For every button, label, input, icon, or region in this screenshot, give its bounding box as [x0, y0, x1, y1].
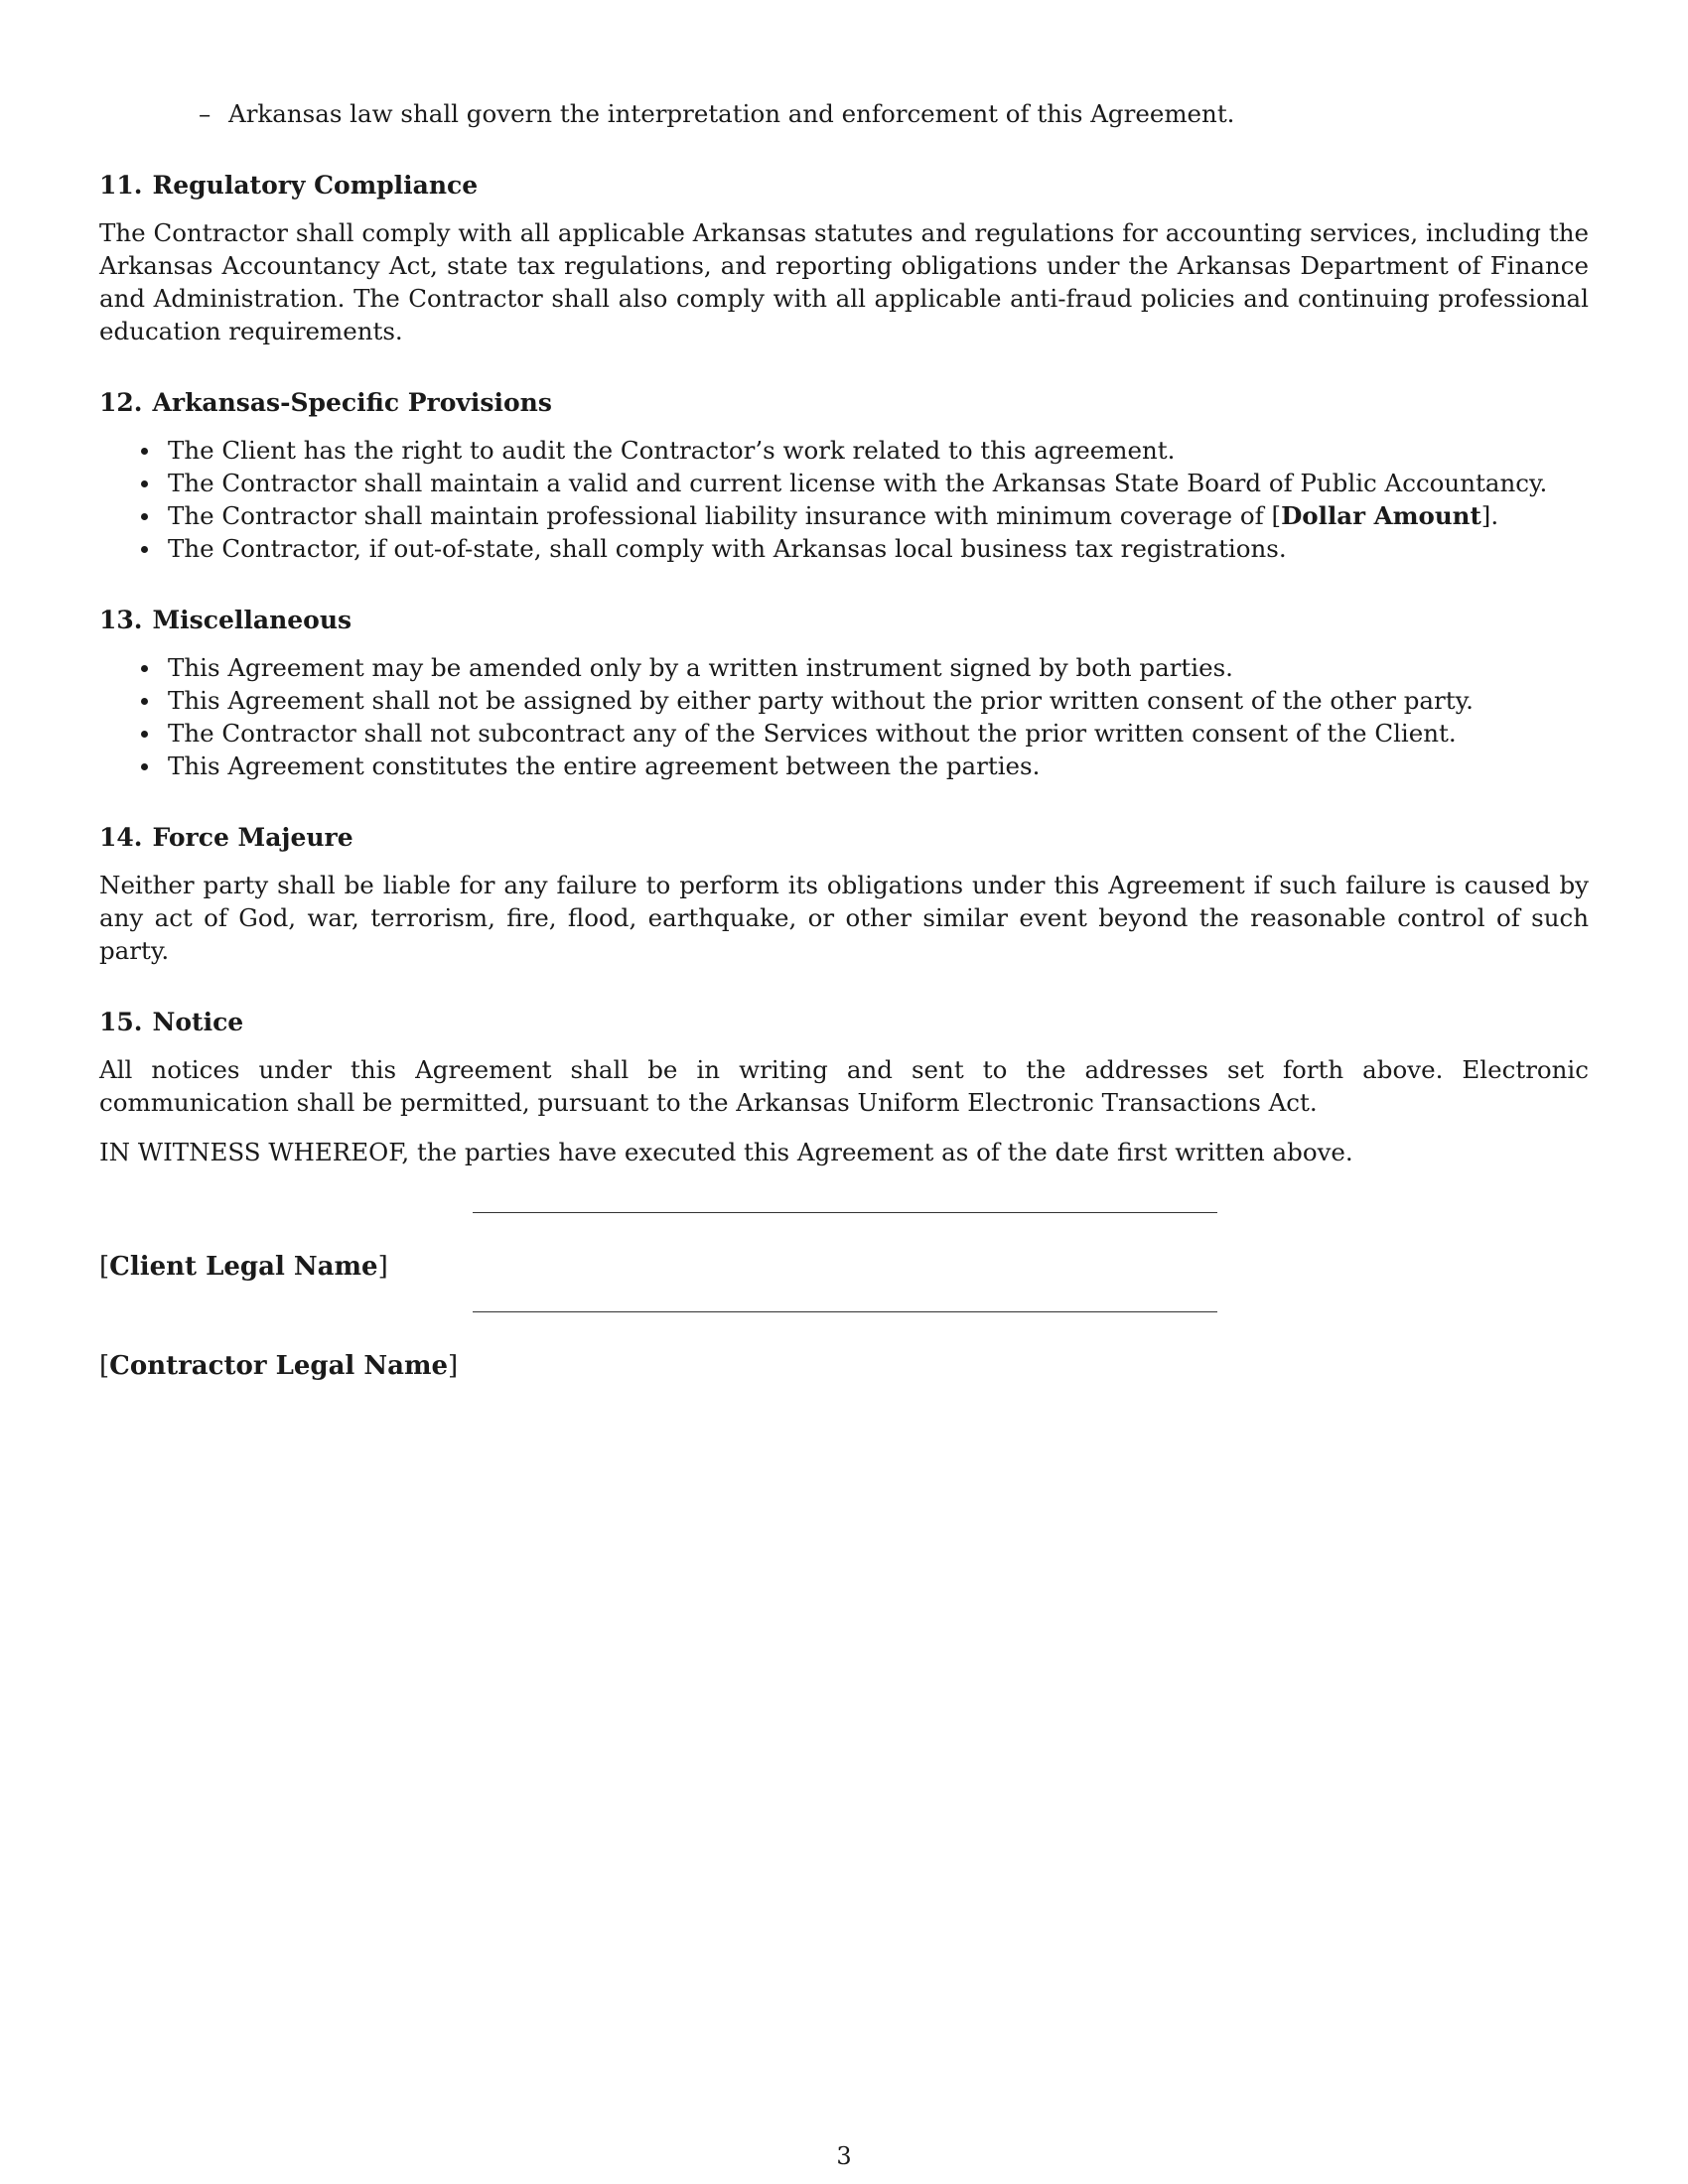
section-11-paragraph: The Contractor shall comply with all applicable Arkansas statutes and regulations for accounting services, including the Arkansas Accountancy Act, state tax regulations, and reporting obligations under the Arkansas Department of Finance and Administration. The Contractor shall also comply with all applicable anti-fraud policies and continuing professional education requirements.	[99, 218, 1589, 345]
placeholder-bracket-close: ]	[1480, 501, 1491, 530]
list-item: The Contractor shall maintain a valid and current license with the Arkansas State Board of Public Accountancy.	[99, 467, 1589, 499]
section-14-heading	[99, 821, 1589, 854]
contractor-legal-name	[99, 1350, 458, 1383]
section-number: 11.	[99, 171, 143, 200]
section-13-heading	[99, 604, 1589, 636]
section-title: Miscellaneous	[152, 606, 352, 634]
list-item: This Agreement shall not be assigned by either party without the prior written consent of the other party.	[99, 684, 1589, 717]
section-15-paragraph: All notices under this Agreement shall be in writing and sent to the addresses set forth above. Electronic communication shall be permitted, pursuant to the Arkansas Uniform Electronic Transactions Act.	[99, 1055, 1589, 1117]
contractor-signature-block	[99, 1298, 1589, 1398]
document-page	[99, 97, 1589, 1398]
client-signature-block	[99, 1199, 1589, 1298]
section-12-list	[99, 434, 1589, 565]
section-number: 14.	[99, 823, 143, 852]
section-title: Arkansas-Specific Provisions	[152, 388, 552, 417]
governing-law-text: Arkansas law shall govern the interpretation and enforcement of this Agreement.	[228, 99, 1235, 128]
section-title: Force Majeure	[152, 823, 353, 852]
list-item: The Contractor, if out-of-state, shall comply with Arkansas local business tax registrations.	[99, 532, 1589, 565]
page-number: 3	[836, 2142, 852, 2170]
client-name-placeholder: Client Legal Name	[109, 1252, 378, 1282]
placeholder-bracket-open: [	[1271, 501, 1282, 530]
client-legal-name	[99, 1251, 388, 1284]
section-number: 13.	[99, 606, 143, 634]
section-13-list	[99, 651, 1589, 782]
bracket-open: [	[99, 1252, 110, 1282]
list-item-insurance	[99, 499, 1589, 532]
section-number: 15.	[99, 1008, 143, 1036]
section-12-heading	[99, 386, 1589, 419]
section-number: 12.	[99, 388, 143, 417]
bracket-open: [	[99, 1351, 110, 1381]
list-item: This Agreement may be amended only by a written instrument signed by both parties.	[99, 651, 1589, 684]
list-item: This Agreement constitutes the entire agreement between the parties.	[99, 750, 1589, 782]
list-item: The Contractor shall not subcontract any of the Services without the prior written consent of the Client.	[99, 717, 1589, 750]
insurance-text: The Contractor shall maintain professional liability insurance with minimum coverage of	[168, 501, 1272, 530]
section-11-heading	[99, 169, 1589, 202]
section-15-heading	[99, 1006, 1589, 1038]
list-item: The Client has the right to audit the Contractor’s work related to this agreement.	[99, 434, 1589, 467]
contractor-signature-line	[473, 1311, 1217, 1312]
client-signature-line	[473, 1212, 1217, 1213]
dash-marker: –	[199, 99, 211, 128]
contractor-name-placeholder: Contractor Legal Name	[109, 1351, 449, 1381]
section-title: Notice	[152, 1008, 244, 1036]
governing-law-item	[199, 97, 1589, 130]
bracket-close: ]	[448, 1351, 459, 1381]
insurance-text-end: .	[1490, 501, 1499, 530]
witness-statement: IN WITNESS WHEREOF, the parties have executed this Agreement as of the date first written above.	[99, 1138, 1353, 1166]
dollar-amount-placeholder: Dollar Amount	[1281, 501, 1481, 530]
section-14-paragraph: Neither party shall be liable for any failure to perform its obligations under this Agreement if such failure is caused by any act of God, war, terrorism, fire, flood, earthquake, or other similar event beyond the reasonable control of such party.	[99, 871, 1589, 965]
bracket-close: ]	[377, 1252, 388, 1282]
section-title: Regulatory Compliance	[152, 171, 479, 200]
